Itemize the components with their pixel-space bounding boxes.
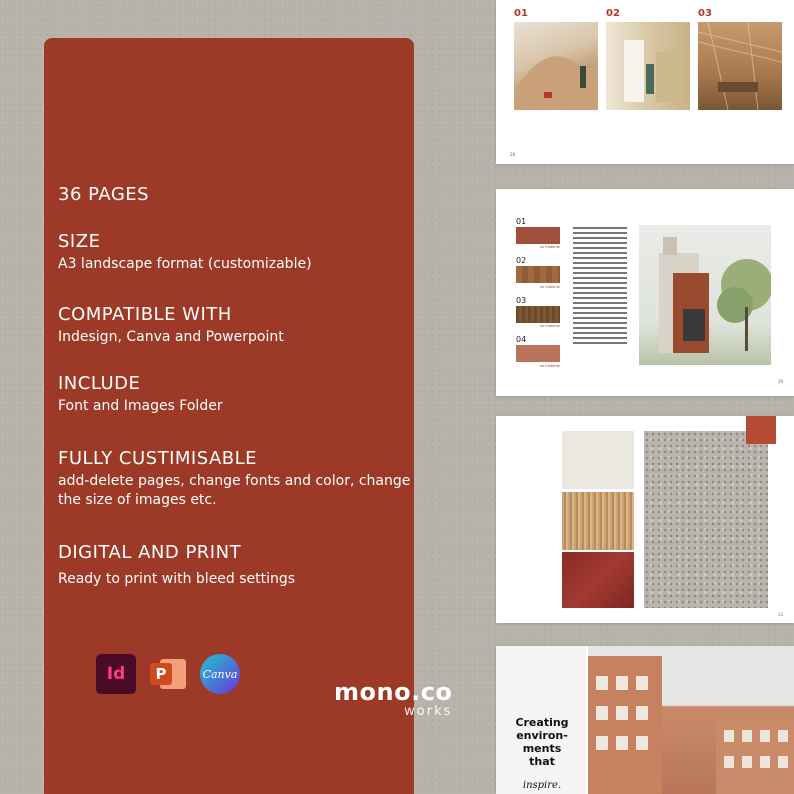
interior-image (698, 22, 782, 110)
spec-heading: COMPATIBLE WITH (58, 304, 232, 325)
brand-logo (334, 678, 452, 719)
swatch-label: ex material (540, 324, 560, 328)
page-number: 29 (778, 379, 784, 384)
spec-pages (58, 184, 149, 206)
spec-detail: Indesign, Canva and Powerpoint (58, 329, 284, 345)
material-swatch (562, 431, 634, 489)
page-headline: Creating environ- ments that (515, 716, 569, 768)
accent-square (746, 416, 776, 444)
brand-sub: works (404, 704, 453, 719)
canva-icon: Canva (200, 654, 240, 694)
preview-page-3 (496, 416, 794, 623)
spec-digital-print (58, 542, 295, 589)
spec-heading: SIZE (58, 231, 101, 252)
section-number: 01 (514, 8, 528, 19)
preview-page-1 (496, 0, 794, 164)
terrazzo-image (644, 431, 768, 608)
preview-page-4 (496, 646, 794, 794)
page-headline-script: inspire. (522, 780, 562, 791)
preview-page-2 (496, 189, 794, 396)
material-swatch (516, 227, 560, 244)
spec-heading: INCLUDE (58, 373, 141, 394)
interior-image (514, 22, 598, 110)
spec-heading: FULLY CUSTIMISABLE (58, 448, 258, 469)
spec-detail: Font and Images Folder (58, 398, 223, 414)
spec-customisable (58, 448, 414, 510)
spec-detail: add-delete pages, change fonts and color, change the size of images etc. (58, 473, 411, 508)
spec-compatible (58, 304, 284, 347)
spec-detail: Ready to print with bleed settings (58, 571, 296, 587)
swatch-label: ex material (540, 245, 560, 249)
info-panel (44, 38, 453, 794)
page-number: 13 (778, 612, 784, 617)
swatch-number: 03 (516, 296, 527, 305)
spec-include (58, 373, 223, 416)
swatch-number: 01 (516, 217, 527, 226)
section-number: 02 (606, 8, 620, 19)
app-icons (96, 654, 240, 694)
swatch-number: 02 (516, 256, 527, 265)
spec-heading: DIGITAL AND PRINT (58, 542, 242, 563)
spec-detail: A3 landscape format (customizable) (58, 256, 312, 272)
swatch-label: ex material (540, 285, 560, 289)
body-text-block (573, 227, 627, 347)
spec-heading: 36 PAGES (58, 184, 150, 205)
material-swatch (516, 345, 560, 362)
indesign-icon: Id (96, 654, 136, 694)
spec-size (58, 231, 312, 274)
brand-name: mono.co (334, 678, 453, 706)
section-number: 03 (698, 8, 712, 19)
material-swatch (516, 266, 560, 283)
material-swatch (516, 306, 560, 323)
swatch-number: 04 (516, 335, 527, 344)
street-image (588, 646, 794, 794)
material-swatch (562, 492, 634, 550)
page-number: 28 (510, 152, 516, 157)
building-image (639, 225, 771, 365)
powerpoint-icon: P (148, 654, 188, 694)
interior-image (606, 22, 690, 110)
material-swatch (562, 552, 634, 608)
swatch-label: ex material (540, 364, 560, 368)
